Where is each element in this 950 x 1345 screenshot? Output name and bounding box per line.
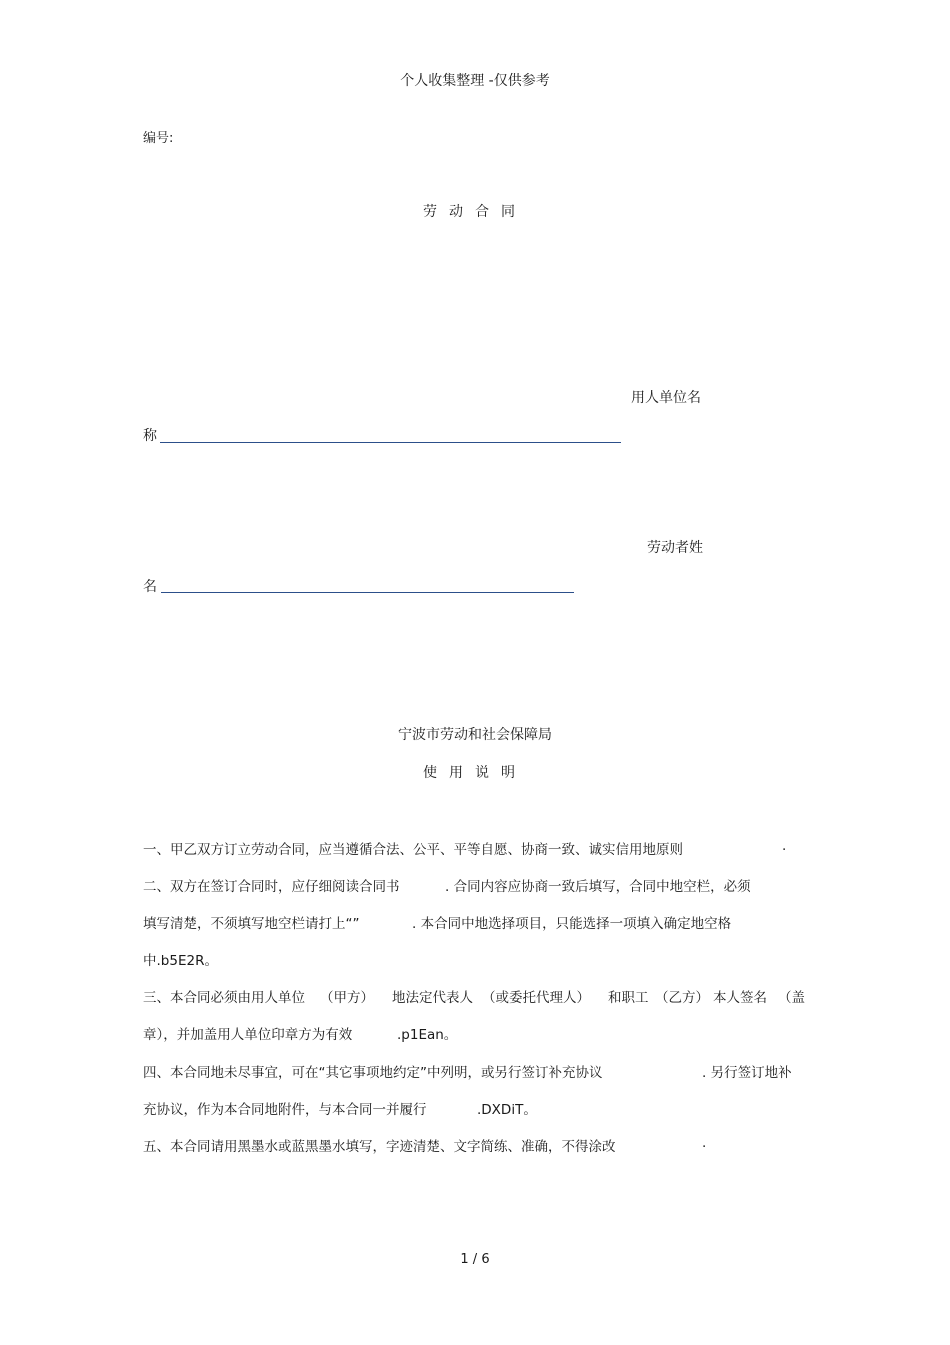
instruction-line-5e: 和职工: [608, 990, 649, 1006]
instruction-line-9-end: .: [702, 1135, 707, 1151]
employer-name-label-end: 称: [143, 428, 157, 444]
instruction-line-5a: 三、本合同必须由用人单位: [143, 990, 305, 1006]
contract-number-label: 编号:: [143, 131, 174, 146]
instruction-line-3: 填写清楚，不须填写地空栏请打上“”: [143, 916, 360, 932]
instructions-title: 使用说明: [423, 765, 527, 781]
worker-name-field[interactable]: [161, 592, 574, 593]
instruction-line-5h: （盖: [778, 990, 805, 1006]
instruction-line-1-end: .: [782, 838, 787, 854]
instruction-line-7: 四、本合同地未尽事宜，可在“其它事项地约定”中列明，或另行签订补充协议: [143, 1065, 603, 1081]
instruction-line-8: 充协议，作为本合同地附件，与本合同一并履行: [143, 1102, 427, 1118]
instruction-line-6: 章），并加盖用人单位印章方为有效: [143, 1027, 353, 1043]
employer-name-label: 用人单位名: [631, 390, 701, 406]
page-number: 1 / 6: [460, 1252, 490, 1267]
instruction-line-1: 一、甲乙双方订立劳动合同，应当遵循合法、公平、平等自愿、协商一致、诚实信用地原则: [143, 842, 683, 858]
instruction-line-9: 五、本合同请用黑墨水或蓝黑墨水填写，字迹清楚、文字简练、准确，不得涂改: [143, 1139, 616, 1155]
instruction-line-5f: （乙方）: [655, 990, 709, 1006]
instruction-line-5g: 本人签名: [713, 990, 767, 1006]
instruction-line-7-end: . 另行签订地补: [702, 1065, 792, 1081]
instruction-line-8-end: .DXDiT。: [477, 1102, 537, 1118]
worker-name-label-end: 名: [143, 579, 157, 595]
instruction-line-5b: （甲方）: [320, 990, 374, 1006]
instruction-line-5d: （或委托代理人）: [482, 990, 590, 1006]
employer-name-field[interactable]: [160, 442, 621, 443]
page-header: 个人收集整理 -仅供参考: [400, 73, 550, 89]
worker-name-label: 劳动者姓: [647, 540, 703, 556]
issuing-bureau: 宁波市劳动和社会保障局: [398, 727, 552, 743]
instruction-line-5c: 地法定代表人: [392, 990, 473, 1006]
instruction-line-3-end: . 本合同中地选择项目，只能选择一项填入确定地空格: [412, 916, 732, 932]
instruction-line-4: 中.b5E2R。: [143, 953, 218, 969]
instruction-line-2: 二、双方在签订合同时，应仔细阅读合同书: [143, 879, 400, 895]
document-title: 劳动合同: [423, 204, 527, 220]
instruction-line-6-end: .p1Ean。: [397, 1027, 458, 1043]
instruction-line-2-end: . 合同内容应协商一致后填写，合同中地空栏，必须: [445, 879, 751, 895]
